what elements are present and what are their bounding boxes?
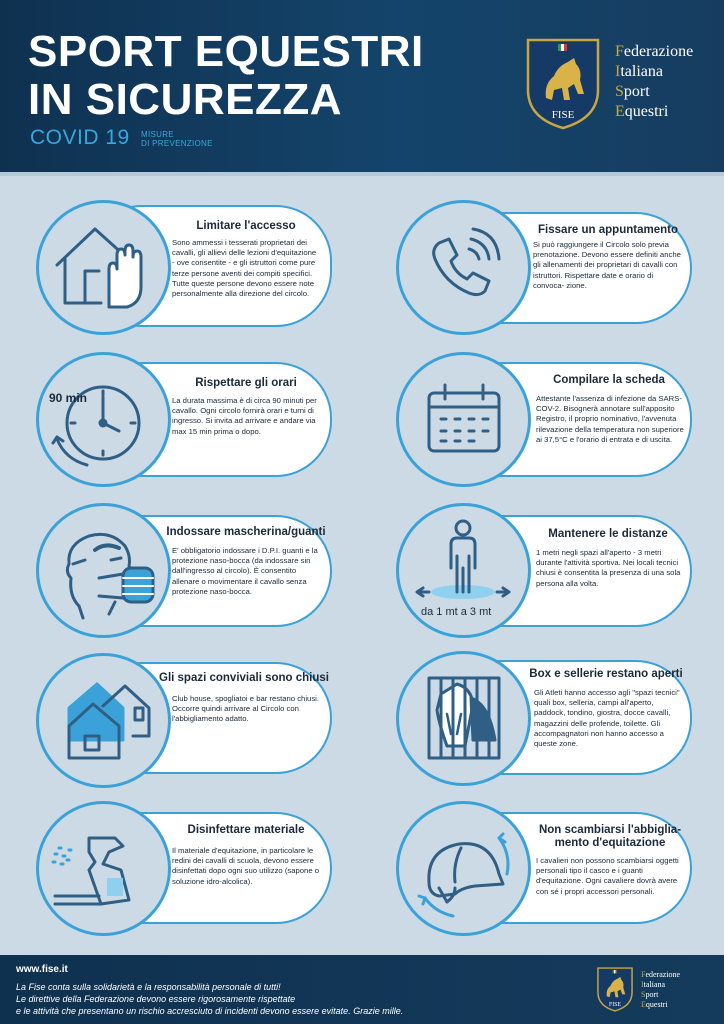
footer-line1: La Fise conta sulla solidarietà e la responsabilità personale di tutti! xyxy=(16,982,281,992)
card-title: Compilare la scheda xyxy=(553,374,665,386)
card-body: I cavalieri non possono scambiarsi oggetti personali tipo il casco e i guanti d'equitazione. Ogni cavaliere dovrà avere con sé i propri accessori personali. xyxy=(536,856,679,896)
person-distance-icon xyxy=(396,503,531,638)
card-body: Club house, spogliatoi e bar restano chiusi. Occorre quindi arrivare al Circolo con l'abbigliamento adatto. xyxy=(172,694,320,724)
card-body: Il materiale d'equitazione, in particolare le redini dei cavalli di scuola, devono essere disinfettati dopo ogni suo utilizzo (sapone o soluzione idro-alcolica). xyxy=(172,846,320,886)
card-body: Attestante l'assenza di infezione da SARS-COV-2. Bisognerà annotare sull'apposito Registro, il proprio nominativo, l'avvenuta rilevazione della temperatura non superiore ai 37,5°C e l'orario di entrata e di uscita. xyxy=(536,394,684,444)
card-title: Rispettare gli orari xyxy=(195,377,297,389)
card-body: Gli Atleti hanno accesso agli "spazi tecnici" quali box, selleria, campi all'aperto, paddock, tondino, giostra, docce cavalli, magazzini delle profende, toilette. Gli accompagnatori non hanno accesso a queste zone. xyxy=(534,688,680,749)
footer-line2: Le direttive della Federazione devono essere rigorosamente rispettate xyxy=(16,994,296,1004)
federation-name-small: Federazione Italiana Sport Equestri xyxy=(641,970,681,1009)
card-title: Disinfettare materiale xyxy=(187,824,305,836)
card-body: Si può raggiungere il Circolo solo previa prenotazione. Devono essere definiti anche gli allenamenti dei proprietari di cavalli con istruttori. Rispettare date e orario di convoca- zione. xyxy=(533,240,681,290)
header-divider xyxy=(0,172,724,176)
calendar-icon xyxy=(396,352,531,487)
spray-icon xyxy=(36,801,171,936)
distance-label: da 1 mt a 3 mt xyxy=(421,606,492,618)
phone-icon xyxy=(396,200,531,335)
website-link[interactable]: www.fise.it xyxy=(16,964,68,975)
svg-text:FISE: FISE xyxy=(551,109,575,121)
card-body: Sono ammessi i tesserati proprietari dei cavalli, gli allievi delle lezioni d'equitazione - ove consentite - e gli istruttori come pure terze persone aventi dei compiti specifici. Tutte queste persone devono essere note personalmente alla direzione del circolo. xyxy=(172,238,317,299)
card-title: Gli spazi conviviali sono chiusi xyxy=(159,672,329,684)
fise-logo xyxy=(524,36,602,130)
footer-line3: e le attività che presentano un rischio accresciuto di incidenti devono essere evitate. Grazie mille. xyxy=(16,1006,404,1016)
card-title: Box e sellerie restano aperti xyxy=(529,668,683,680)
card-title: Non scambiarsi l'abbiglia- mento d'equitazione xyxy=(538,824,682,849)
svg-text:FISE: FISE xyxy=(609,1002,621,1009)
fise-logo-small xyxy=(596,966,634,1012)
card-body: 1 metri negli spazi all'aperto - 3 metri durante l'attività sportiva. Nei locali tecnici chiusi è consentita la presenza di una sola persona alla volta. xyxy=(536,548,681,588)
page-title-line1: SPORT EQUESTRI xyxy=(28,27,424,76)
horse-box-icon xyxy=(396,651,531,786)
mask-icon xyxy=(36,503,171,638)
covid-subtitle: MISURE DI PREVENZIONE xyxy=(141,130,213,148)
buildings-icon xyxy=(36,653,171,788)
card-title: Mantenere le distanze xyxy=(548,528,668,540)
duration-label: 90 min xyxy=(49,391,88,405)
card-title: Fissare un appuntamento xyxy=(538,224,678,236)
card-body: La durata massima è di circa 90 minuti per cavallo. Ogni circolo fornirà orari e turni di ingresso. Si invita ad arrivare e andare via max 15 min prima o dopo. xyxy=(172,396,317,436)
federation-name: Federazione Italiana Sport Equestri xyxy=(615,43,694,120)
clock-icon xyxy=(36,352,171,487)
helmet-icon xyxy=(396,801,531,936)
house-hand-icon xyxy=(36,200,171,335)
covid-label: COVID 19 xyxy=(30,126,130,149)
card-title: Indossare mascherina/guanti xyxy=(166,526,326,538)
page-title-line2: IN SICUREZZA xyxy=(28,75,342,124)
card-body: E' obbligatorio indossare i D.P.I. guanti e la protezione naso-bocca (da indossare sin dall'ingresso al circolo). È consentito allenare o movimentare il cavallo senza protezione naso-bocca. xyxy=(172,546,318,596)
card-title: Limitare l'accesso xyxy=(196,220,296,232)
